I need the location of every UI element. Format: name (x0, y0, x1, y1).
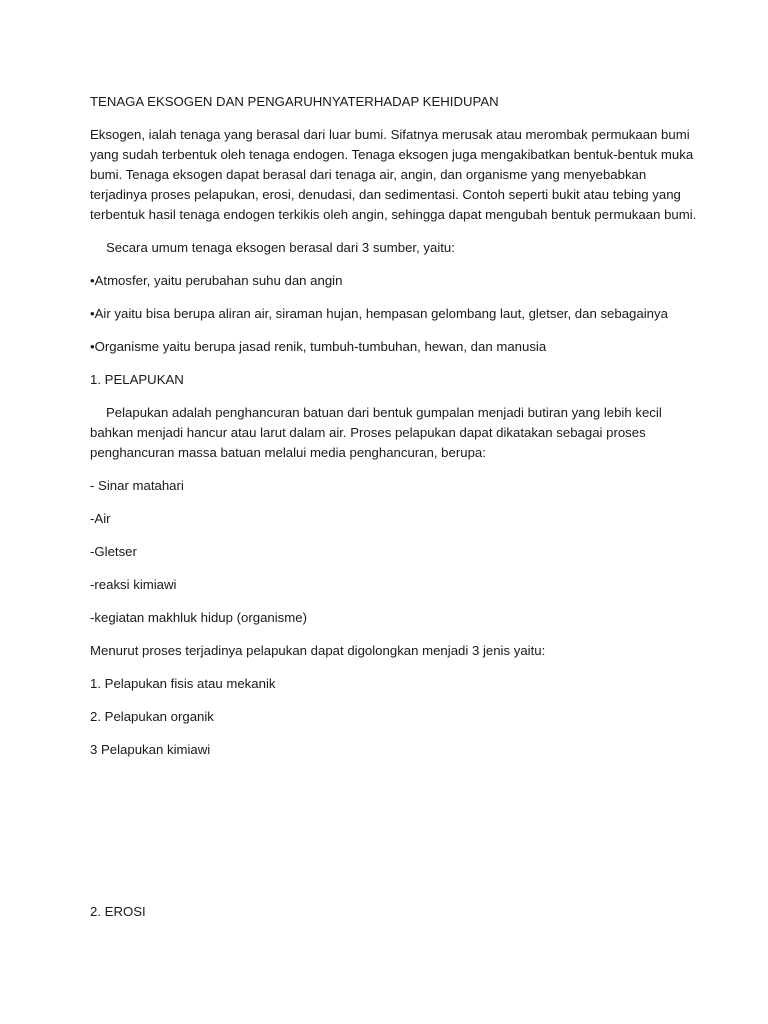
pelapukan-line: bahkan menjadi hancur atau larut dalam air. Proses pelapukan dapat dikatakan sebagai proses (90, 425, 646, 440)
intro-line: terjadinya proses pelapukan, erosi, denudasi, dan sedimentasi. Contoh seperti bukit atau tebing yang (90, 187, 681, 202)
menurut-paragraph: Menurut proses terjadinya pelapukan dapat digolongkan menjadi 3 jenis yaitu: (90, 643, 546, 658)
jenis-item: 2. Pelapukan organik (90, 709, 214, 724)
section-heading-erosi: 2. EROSI (90, 904, 146, 919)
jenis-item: 3 Pelapukan kimiawi (90, 742, 211, 757)
media-item: - Sinar matahari (90, 478, 184, 493)
media-item: -Gletser (90, 544, 137, 559)
section-heading-pelapukan: 1. PELAPUKAN (90, 372, 184, 387)
intro-line: yang sudah terbentuk oleh tenaga endogen. Tenaga eksogen juga mengakibatkan bentuk-bentuk muka (90, 147, 694, 162)
intro-paragraph (90, 125, 697, 225)
pelapukan-paragraph (90, 403, 690, 463)
media-item: -reaksi kimiawi (90, 577, 177, 592)
pelapukan-line: penghancuran massa batuan melalui media penghancuran, berupa: (90, 445, 486, 460)
intro-line: bumi. Tenaga eksogen dapat berasal dari tenaga air, angin, dan organisme yang menyebabkan (90, 167, 647, 182)
media-item: -kegiatan makhluk hidup (organisme) (90, 610, 307, 625)
pelapukan-line: Pelapukan adalah penghancuran batuan dari bentuk gumpalan menjadi butiran yang lebih kecil (106, 405, 662, 420)
sumber-intro: Secara umum tenaga eksogen berasal dari 3 sumber, yaitu: (106, 240, 455, 255)
intro-line: terbentuk hasil tenaga endogen terkikis oleh angin, sehingga dapat mengubah bentuk permukaan bumi. (90, 207, 697, 222)
document-title: TENAGA EKSOGEN DAN PENGARUHNYATERHADAP KEHIDUPAN (90, 94, 499, 109)
sumber-item-organisme: •Organisme yaitu berupa jasad renik, tumbuh-tumbuhan, hewan, dan manusia (90, 339, 547, 354)
intro-line: Eksogen, ialah tenaga yang berasal dari luar bumi. Sifatnya merusak atau merombak permukaan bumi (90, 127, 690, 142)
jenis-item: 1. Pelapukan fisis atau mekanik (90, 676, 276, 691)
document-body (90, 92, 697, 773)
sumber-item-air: •Air yaitu bisa berupa aliran air, siraman hujan, hempasan gelombang laut, gletser, dan sebagainya (90, 306, 668, 321)
sumber-item-atmosfer: •Atmosfer, yaitu perubahan suhu dan angin (90, 273, 343, 288)
media-item: -Air (90, 511, 111, 526)
